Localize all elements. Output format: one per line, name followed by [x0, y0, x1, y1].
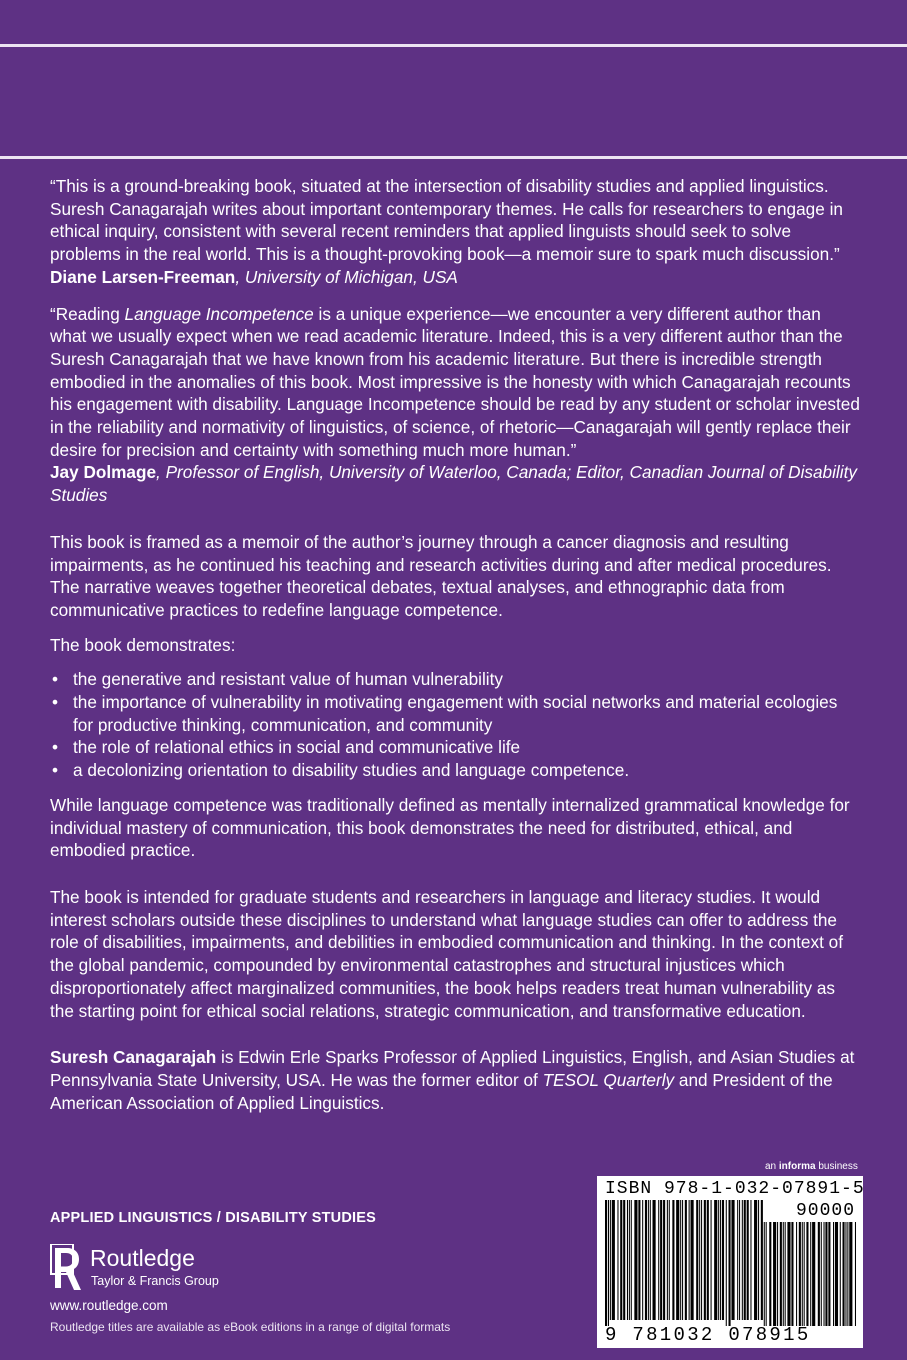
barcode-bar — [818, 1222, 820, 1326]
barcode-bar — [833, 1222, 834, 1326]
endorsement-quote-2: “Reading Language Incompetence is a unique experience—we encounter a very different author than what we usually expect when we read academic literature. Indeed, this is a very different author than the Suresh Canagarajah that we have known from his academic literature. But there is incredible strength embodied in the anomalies of this book. Most impressive is the honesty with which Canagarajah recounts his engagement with disability. Language Incompetence should be read by any student or scholar invested in the reliability and normativity of linguistics, of science, of rhetoric—Canagarajah will gently replace their desire for precision and certainty with something much more human.” — [50, 303, 860, 460]
barcode-bar — [828, 1222, 830, 1326]
barcode-bar — [714, 1200, 717, 1320]
top-rule — [0, 44, 907, 47]
barcode-bar — [777, 1222, 778, 1326]
publisher-name: Routledge — [90, 1245, 195, 1271]
barcode-bar — [806, 1222, 808, 1326]
header-rule — [0, 156, 907, 159]
barcode-bar — [799, 1222, 801, 1326]
endorser-affiliation-2: , Professor of English, University of Waterloo, Canada; Editor, Canadian Journal of Disability Studies — [50, 462, 857, 506]
book-title-italic: Language Incompetence — [124, 303, 314, 324]
barcode-bar — [669, 1200, 670, 1320]
barcode-bar — [810, 1222, 811, 1326]
barcode-bar — [682, 1200, 683, 1320]
barcode-bar — [754, 1200, 757, 1320]
barcode-bar — [658, 1200, 659, 1320]
barcode-bar — [750, 1200, 751, 1320]
barcode-bar — [855, 1222, 856, 1326]
barcode-bar — [680, 1200, 681, 1320]
barcode-bar — [699, 1200, 700, 1320]
barcode-bar — [791, 1222, 793, 1326]
informa-tagline: an informa business — [765, 1161, 858, 1172]
barcode-bar — [726, 1200, 727, 1326]
audience-paragraph: The book is intended for graduate students and researchers in language and literacy studies. It would interest scholars outside these disciplines to understand what language studies can offer to address the role of disabilities, impairments, and debilities in embodied communication and thinking. In the context of the global pandemic, compounded by environmental catastrophes and structural injustices which disproportionately affect marginalized communities, the book helps readers treat human vulnerability as the starting point for ethical social relations, strategic communication, and transformative education. — [50, 886, 843, 1021]
barcode-bar — [608, 1200, 609, 1326]
ean-digits: 9 781032 078915 — [605, 1324, 811, 1346]
description-closing: While language competence was traditionally defined as mentally internalized grammatical knowledge for individual mastery of communication, this book demonstrates the need for distributed, ethical, and embodied practice. — [50, 794, 850, 861]
barcode-bar — [676, 1200, 679, 1320]
barcode-bar — [720, 1200, 721, 1320]
barcode-bar — [620, 1200, 622, 1320]
barcode-bar — [769, 1222, 771, 1326]
barcode-bar — [835, 1222, 838, 1326]
barcode-bar — [623, 1200, 625, 1320]
barcode-bar — [610, 1200, 611, 1320]
barcode-bar — [737, 1200, 738, 1320]
barcode-bar — [707, 1200, 709, 1320]
back-cover-text — [50, 175, 860, 1114]
routledge-logo — [50, 1244, 250, 1294]
barcode-bar — [804, 1222, 805, 1326]
barcode-bar — [761, 1200, 763, 1320]
list-item: • the generative and resistant value of human vulnerability — [50, 668, 860, 691]
barcode-bar — [785, 1222, 786, 1326]
author-name: Suresh Canagarajah — [50, 1047, 217, 1068]
barcode-bar — [653, 1200, 656, 1320]
barcode-bar — [696, 1200, 698, 1320]
barcode-bar — [780, 1222, 782, 1326]
barcode-bar — [638, 1200, 640, 1320]
journal-title-italic: TESOL Quarterly — [542, 1069, 675, 1090]
publisher-website[interactable]: www.routledge.com — [50, 1298, 168, 1313]
barcode-bar — [731, 1200, 734, 1320]
endorser-name-1: Diane Larsen-Freeman — [50, 266, 236, 287]
endorser-name-2: Jay Dolmage — [50, 462, 157, 483]
barcode-bar — [617, 1200, 618, 1320]
barcode-bar — [627, 1200, 628, 1320]
barcode-bar — [722, 1200, 724, 1320]
ebook-note: Routledge titles are available as eBook editions in a range of digital formats — [50, 1320, 451, 1334]
barcode-bar — [704, 1200, 706, 1320]
barcode-bar — [612, 1200, 615, 1320]
barcode-bar — [766, 1222, 767, 1326]
barcode-bar — [689, 1200, 690, 1320]
informa-brand: informa — [778, 1161, 816, 1172]
barcode-bar — [764, 1222, 765, 1326]
barcode-bar — [845, 1222, 846, 1326]
demonstrates-list — [50, 668, 860, 782]
barcode-bar — [796, 1222, 797, 1326]
barcode-bar — [812, 1222, 815, 1326]
barcode-bar — [821, 1222, 822, 1326]
barcode-bar — [849, 1222, 852, 1326]
description-lead: The book demonstrates: — [50, 634, 236, 655]
barcode-bar — [773, 1222, 776, 1326]
barcode-bar — [629, 1200, 630, 1320]
barcode-bar — [843, 1222, 845, 1326]
barcode-bar — [742, 1200, 743, 1320]
barcode-bar — [605, 1200, 607, 1326]
barcode-bar — [718, 1200, 719, 1320]
barcode-bar — [847, 1222, 848, 1326]
barcode-bar — [691, 1200, 694, 1320]
endorsement-attribution-1 — [50, 266, 860, 289]
endorsement-attribution-2 — [50, 461, 860, 506]
barcode-bar — [840, 1222, 841, 1326]
description-intro: This book is framed as a memoir of the author’s journey through a cancer diagnosis and resulting impairments, as he continued his teaching and research activities during and after medical procedures. The narrative weaves together theoretical debates, textual analyses, and ethnographic data from communicative practices to redefine language competence. — [50, 531, 832, 620]
publisher-block — [50, 1210, 570, 1334]
barcode-bar — [634, 1200, 637, 1320]
barcode-bar — [711, 1200, 712, 1320]
barcode-bar — [672, 1200, 674, 1320]
barcode-bar — [825, 1222, 827, 1326]
author-bio: Suresh Canagarajah is Edwin Erle Sparks Professor of Applied Linguistics, English, and Asian Studies at Pennsylvania State University, USA. He was the former editor of TESOL Quarterly and President of the American Association of Applied Linguistics. — [50, 1047, 855, 1113]
barcode-bar — [631, 1200, 632, 1320]
barcode-bar — [739, 1200, 740, 1320]
list-item: • the role of relational ethics in social and communicative life — [50, 736, 860, 759]
barcode-bar — [787, 1222, 790, 1326]
routledge-r-icon — [50, 1244, 84, 1292]
endorsement-quote-1: “This is a ground-breaking book, situated at the intersection of disability studies and applied linguistics. Suresh Canagarajah writes about important contemporary themes. He calls for researchers to engage in ethical inquiry, consistent with several recent reminders that applied linguists should seek to solve problems in the real world. This is a thought-provoking book—a memoir sure to spark much discussion.” — [50, 176, 843, 265]
barcode-bar — [824, 1222, 825, 1326]
price-code: 90000 — [795, 1201, 855, 1221]
barcode-bar — [648, 1200, 649, 1320]
barcode-bar — [747, 1200, 749, 1320]
endorser-affiliation-1: , University of Michigan, USA — [235, 266, 458, 287]
barcode-bar — [667, 1200, 668, 1320]
subject-category: APPLIED LINGUISTICS / DISABILITY STUDIES — [50, 1210, 376, 1226]
list-item: • a decolonizing orientation to disability studies and language competence. — [50, 759, 860, 782]
barcode-bar — [642, 1200, 643, 1320]
barcode-bar — [685, 1200, 687, 1320]
barcode-bar — [663, 1200, 665, 1320]
isbn-barcode — [597, 1176, 863, 1348]
barcode-bar — [645, 1200, 647, 1320]
barcode-bar — [650, 1200, 651, 1320]
barcode-bar — [729, 1200, 731, 1326]
barcode-bar — [758, 1200, 759, 1320]
list-item: • the importance of vulnerability in motivating engagement with social networks and material ecologies for productive thinking, communication, and community — [50, 691, 860, 736]
barcode-bar — [660, 1200, 662, 1320]
barcode-bar — [701, 1200, 702, 1320]
isbn-text: ISBN 978-1-032-07891-5 — [605, 1179, 865, 1199]
barcode-bar — [744, 1200, 746, 1320]
barcode-bar — [783, 1222, 784, 1326]
barcode-bar — [802, 1222, 803, 1326]
publisher-group: Taylor & Francis Group — [91, 1274, 219, 1288]
